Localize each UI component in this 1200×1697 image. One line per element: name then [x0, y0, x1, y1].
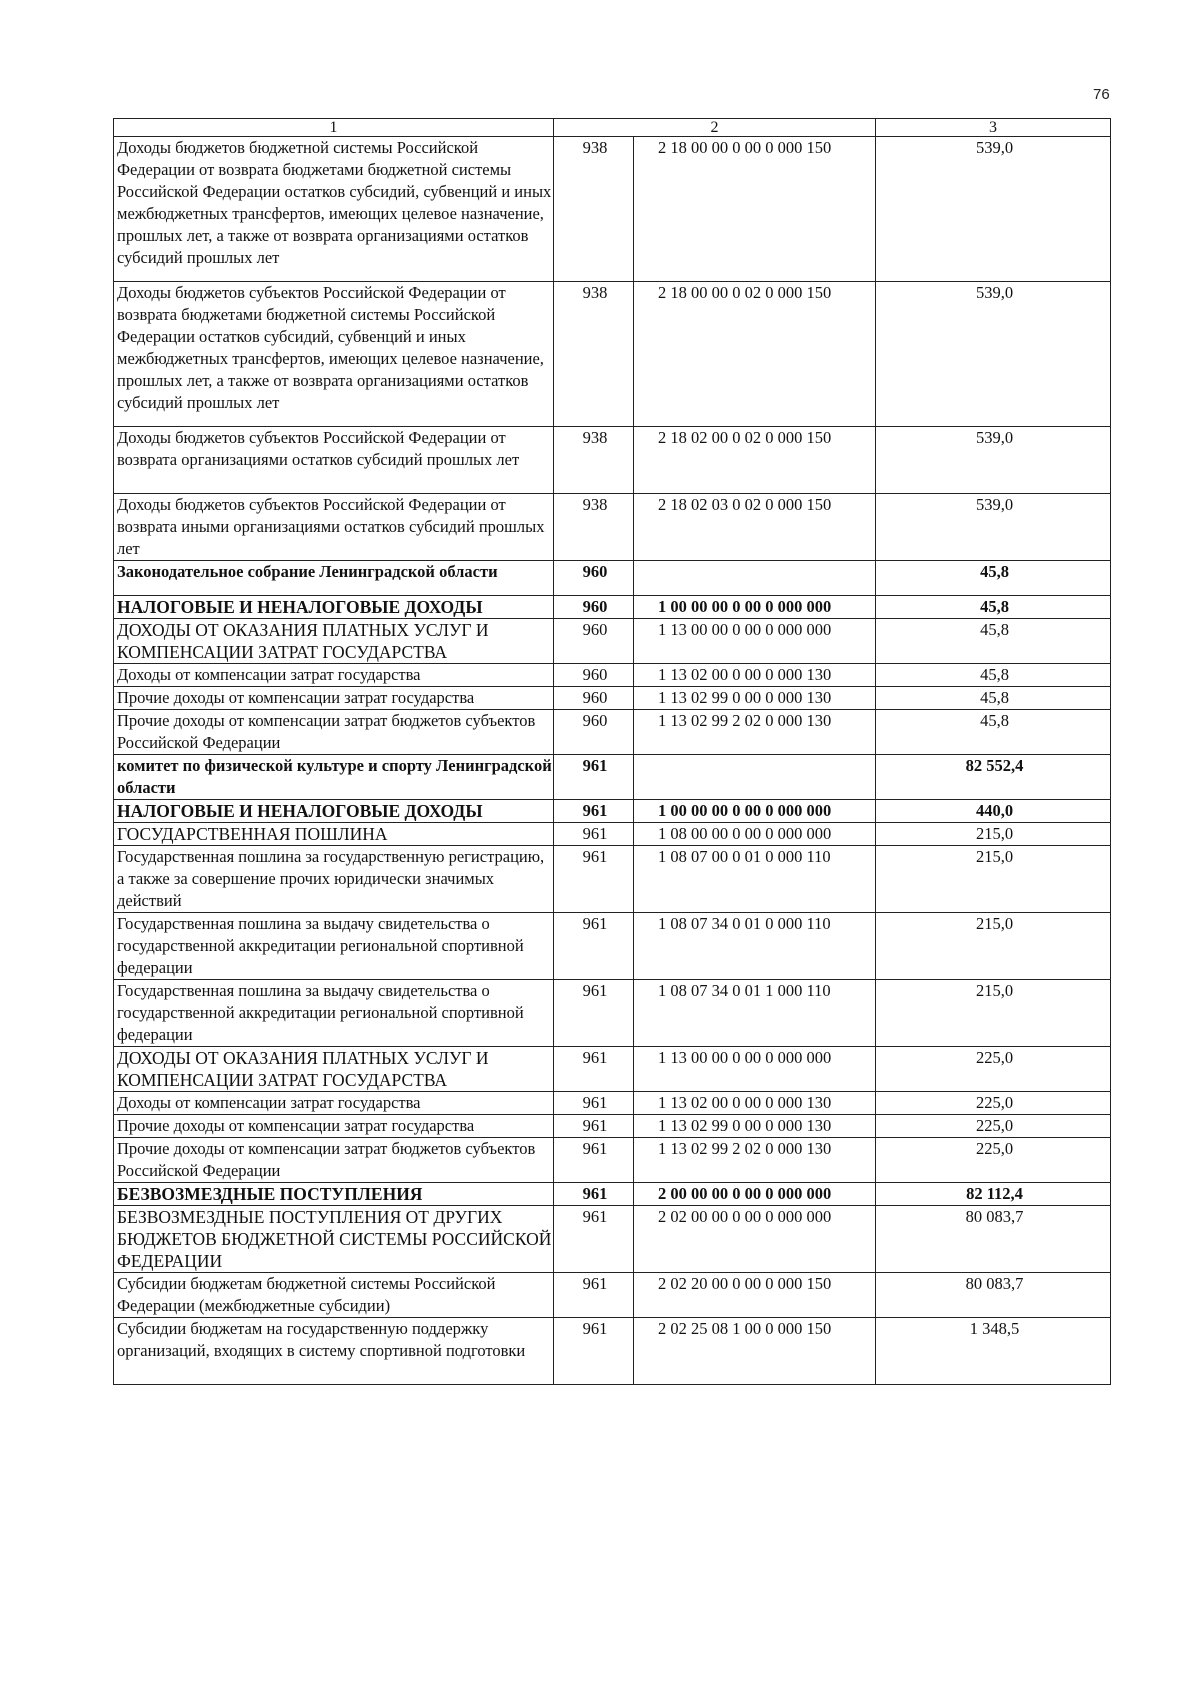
table-row — [114, 980, 1111, 1047]
header-col-3: 3 — [876, 119, 1111, 137]
table-row — [114, 687, 1111, 710]
table-row — [114, 1092, 1111, 1115]
row-admin-code: 961 — [554, 823, 634, 846]
table-header-row — [114, 119, 1111, 137]
row-name: Доходы от компенсации затрат государства — [114, 1092, 554, 1115]
row-budget-code: 1 13 02 99 0 00 0 000 130 — [634, 687, 876, 710]
row-sum: 82 552,4 — [876, 755, 1111, 800]
row-sum: 539,0 — [876, 282, 1111, 427]
row-admin-code: 961 — [554, 980, 634, 1047]
row-sum: 539,0 — [876, 427, 1111, 494]
row-budget-code: 2 18 02 03 0 02 0 000 150 — [634, 494, 876, 561]
row-admin-code: 960 — [554, 561, 634, 596]
table-row — [114, 1206, 1111, 1273]
row-budget-code: 1 13 02 00 0 00 0 000 130 — [634, 664, 876, 687]
row-admin-code: 961 — [554, 1183, 634, 1206]
row-sum: 80 083,7 — [876, 1273, 1111, 1318]
table-row — [114, 1047, 1111, 1092]
row-sum: 215,0 — [876, 846, 1111, 913]
header-col-2: 2 — [554, 119, 876, 137]
row-budget-code: 2 02 20 00 0 00 0 000 150 — [634, 1273, 876, 1318]
row-sum: 440,0 — [876, 800, 1111, 823]
row-sum: 45,8 — [876, 710, 1111, 755]
row-budget-code: 2 02 25 08 1 00 0 000 150 — [634, 1318, 876, 1385]
row-budget-code: 1 13 02 99 2 02 0 000 130 — [634, 710, 876, 755]
row-sum: 82 112,4 — [876, 1183, 1111, 1206]
row-name: Прочие доходы от компенсации затрат бюджетов субъектов Российской Федерации — [114, 1138, 554, 1183]
row-admin-code: 961 — [554, 1206, 634, 1273]
table-row — [114, 494, 1111, 561]
row-admin-code: 938 — [554, 282, 634, 427]
row-name: Государственная пошлина за выдачу свидетельства о государственной аккредитации региональной спортивной федерации — [114, 980, 554, 1047]
row-admin-code: 961 — [554, 1273, 634, 1318]
row-sum: 45,8 — [876, 664, 1111, 687]
table-row — [114, 1273, 1111, 1318]
table-row — [114, 1115, 1111, 1138]
row-admin-code: 961 — [554, 1092, 634, 1115]
table-row — [114, 1183, 1111, 1206]
row-name: Прочие доходы от компенсации затрат государства — [114, 687, 554, 710]
revenue-table — [113, 118, 1111, 1385]
row-sum: 215,0 — [876, 980, 1111, 1047]
row-sum: 215,0 — [876, 823, 1111, 846]
row-admin-code: 960 — [554, 664, 634, 687]
row-budget-code: 1 13 00 00 0 00 0 000 000 — [634, 619, 876, 664]
table-row — [114, 619, 1111, 664]
row-budget-code: 2 02 00 00 0 00 0 000 000 — [634, 1206, 876, 1273]
row-admin-code: 961 — [554, 800, 634, 823]
row-budget-code: 2 18 00 00 0 00 0 000 150 — [634, 137, 876, 282]
row-sum: 80 083,7 — [876, 1206, 1111, 1273]
row-name: Государственная пошлина за государственную регистрацию, а также за совершение прочих юридически значимых действий — [114, 846, 554, 913]
row-sum: 45,8 — [876, 561, 1111, 596]
row-budget-code — [634, 755, 876, 800]
row-budget-code: 1 00 00 00 0 00 0 000 000 — [634, 800, 876, 823]
row-admin-code: 960 — [554, 619, 634, 664]
page-number: 76 — [1093, 86, 1110, 103]
row-sum: 539,0 — [876, 137, 1111, 282]
row-admin-code: 961 — [554, 846, 634, 913]
row-sum: 1 348,5 — [876, 1318, 1111, 1385]
row-budget-code: 2 18 00 00 0 02 0 000 150 — [634, 282, 876, 427]
row-admin-code: 938 — [554, 494, 634, 561]
row-admin-code: 961 — [554, 755, 634, 800]
table-row — [114, 710, 1111, 755]
row-admin-code: 961 — [554, 1318, 634, 1385]
table-row — [114, 561, 1111, 596]
row-admin-code: 961 — [554, 1115, 634, 1138]
row-name: ДОХОДЫ ОТ ОКАЗАНИЯ ПЛАТНЫХ УСЛУГ И КОМПЕНСАЦИИ ЗАТРАТ ГОСУДАРСТВА — [114, 1047, 554, 1092]
row-sum: 225,0 — [876, 1115, 1111, 1138]
table-row — [114, 913, 1111, 980]
row-name: Доходы бюджетов субъектов Российской Федерации от возврата бюджетами бюджетной системы Российской Федерации остатков субсидий, субвенций и иных межбюджетных трансфертов, имеющих целевое назначение, прошлых лет, а также от возврата организациями остатков субсидий прошлых лет — [114, 282, 554, 427]
row-name: Законодательное собрание Ленинградской области — [114, 561, 554, 596]
row-name: Доходы бюджетов бюджетной системы Российской Федерации от возврата бюджетами бюджетной системы Российской Федерации остатков субсидий, субвенций и иных межбюджетных трансфертов, имеющих целевое назначение, прошлых лет, а также от возврата организациями остатков субсидий прошлых лет — [114, 137, 554, 282]
table-row — [114, 823, 1111, 846]
row-budget-code: 1 13 00 00 0 00 0 000 000 — [634, 1047, 876, 1092]
row-name: БЕЗВОЗМЕЗДНЫЕ ПОСТУПЛЕНИЯ ОТ ДРУГИХ БЮДЖЕТОВ БЮДЖЕТНОЙ СИСТЕМЫ РОССИЙСКОЙ ФЕДЕРАЦИИ — [114, 1206, 554, 1273]
table-row — [114, 800, 1111, 823]
row-admin-code: 960 — [554, 687, 634, 710]
row-budget-code: 1 13 02 00 0 00 0 000 130 — [634, 1092, 876, 1115]
row-admin-code: 961 — [554, 913, 634, 980]
row-name: ГОСУДАРСТВЕННАЯ ПОШЛИНА — [114, 823, 554, 846]
table-row — [114, 282, 1111, 427]
row-admin-code: 938 — [554, 137, 634, 282]
row-budget-code: 2 00 00 00 0 00 0 000 000 — [634, 1183, 876, 1206]
table-row — [114, 427, 1111, 494]
row-name: НАЛОГОВЫЕ И НЕНАЛОГОВЫЕ ДОХОДЫ — [114, 800, 554, 823]
row-budget-code: 1 13 02 99 2 02 0 000 130 — [634, 1138, 876, 1183]
row-name: Государственная пошлина за выдачу свидетельства о государственной аккредитации региональной спортивной федерации — [114, 913, 554, 980]
row-sum: 539,0 — [876, 494, 1111, 561]
row-budget-code: 1 08 07 34 0 01 1 000 110 — [634, 980, 876, 1047]
row-budget-code: 1 13 02 99 0 00 0 000 130 — [634, 1115, 876, 1138]
row-sum: 215,0 — [876, 913, 1111, 980]
row-name: Доходы бюджетов субъектов Российской Федерации от возврата иными организациями остатков субсидий прошлых лет — [114, 494, 554, 561]
row-budget-code: 2 18 02 00 0 02 0 000 150 — [634, 427, 876, 494]
row-name: Субсидии бюджетам бюджетной системы Российской Федерации (межбюджетные субсидии) — [114, 1273, 554, 1318]
row-sum: 225,0 — [876, 1138, 1111, 1183]
table-row — [114, 596, 1111, 619]
row-admin-code: 938 — [554, 427, 634, 494]
row-name: комитет по физической культуре и спорту Ленинградской области — [114, 755, 554, 800]
row-sum: 45,8 — [876, 687, 1111, 710]
row-budget-code: 1 08 07 34 0 01 0 000 110 — [634, 913, 876, 980]
row-name: Субсидии бюджетам на государственную поддержку организаций, входящих в систему спортивной подготовки — [114, 1318, 554, 1385]
table-row — [114, 664, 1111, 687]
row-name: Доходы от компенсации затрат государства — [114, 664, 554, 687]
row-budget-code: 1 00 00 00 0 00 0 000 000 — [634, 596, 876, 619]
row-sum: 45,8 — [876, 596, 1111, 619]
row-name: Прочие доходы от компенсации затрат государства — [114, 1115, 554, 1138]
row-admin-code: 960 — [554, 596, 634, 619]
table-row — [114, 755, 1111, 800]
row-budget-code: 1 08 07 00 0 01 0 000 110 — [634, 846, 876, 913]
row-admin-code: 961 — [554, 1047, 634, 1092]
row-name: Доходы бюджетов субъектов Российской Федерации от возврата организациями остатков субсидий прошлых лет — [114, 427, 554, 494]
table-row — [114, 846, 1111, 913]
row-sum: 45,8 — [876, 619, 1111, 664]
row-name: Прочие доходы от компенсации затрат бюджетов субъектов Российской Федерации — [114, 710, 554, 755]
table-row — [114, 137, 1111, 282]
row-budget-code — [634, 561, 876, 596]
table-row — [114, 1138, 1111, 1183]
row-budget-code: 1 08 00 00 0 00 0 000 000 — [634, 823, 876, 846]
row-admin-code: 961 — [554, 1138, 634, 1183]
header-col-1: 1 — [114, 119, 554, 137]
row-sum: 225,0 — [876, 1092, 1111, 1115]
row-sum: 225,0 — [876, 1047, 1111, 1092]
row-admin-code: 960 — [554, 710, 634, 755]
row-name: НАЛОГОВЫЕ И НЕНАЛОГОВЫЕ ДОХОДЫ — [114, 596, 554, 619]
table-row — [114, 1318, 1111, 1385]
row-name: ДОХОДЫ ОТ ОКАЗАНИЯ ПЛАТНЫХ УСЛУГ И КОМПЕНСАЦИИ ЗАТРАТ ГОСУДАРСТВА — [114, 619, 554, 664]
row-name: БЕЗВОЗМЕЗДНЫЕ ПОСТУПЛЕНИЯ — [114, 1183, 554, 1206]
